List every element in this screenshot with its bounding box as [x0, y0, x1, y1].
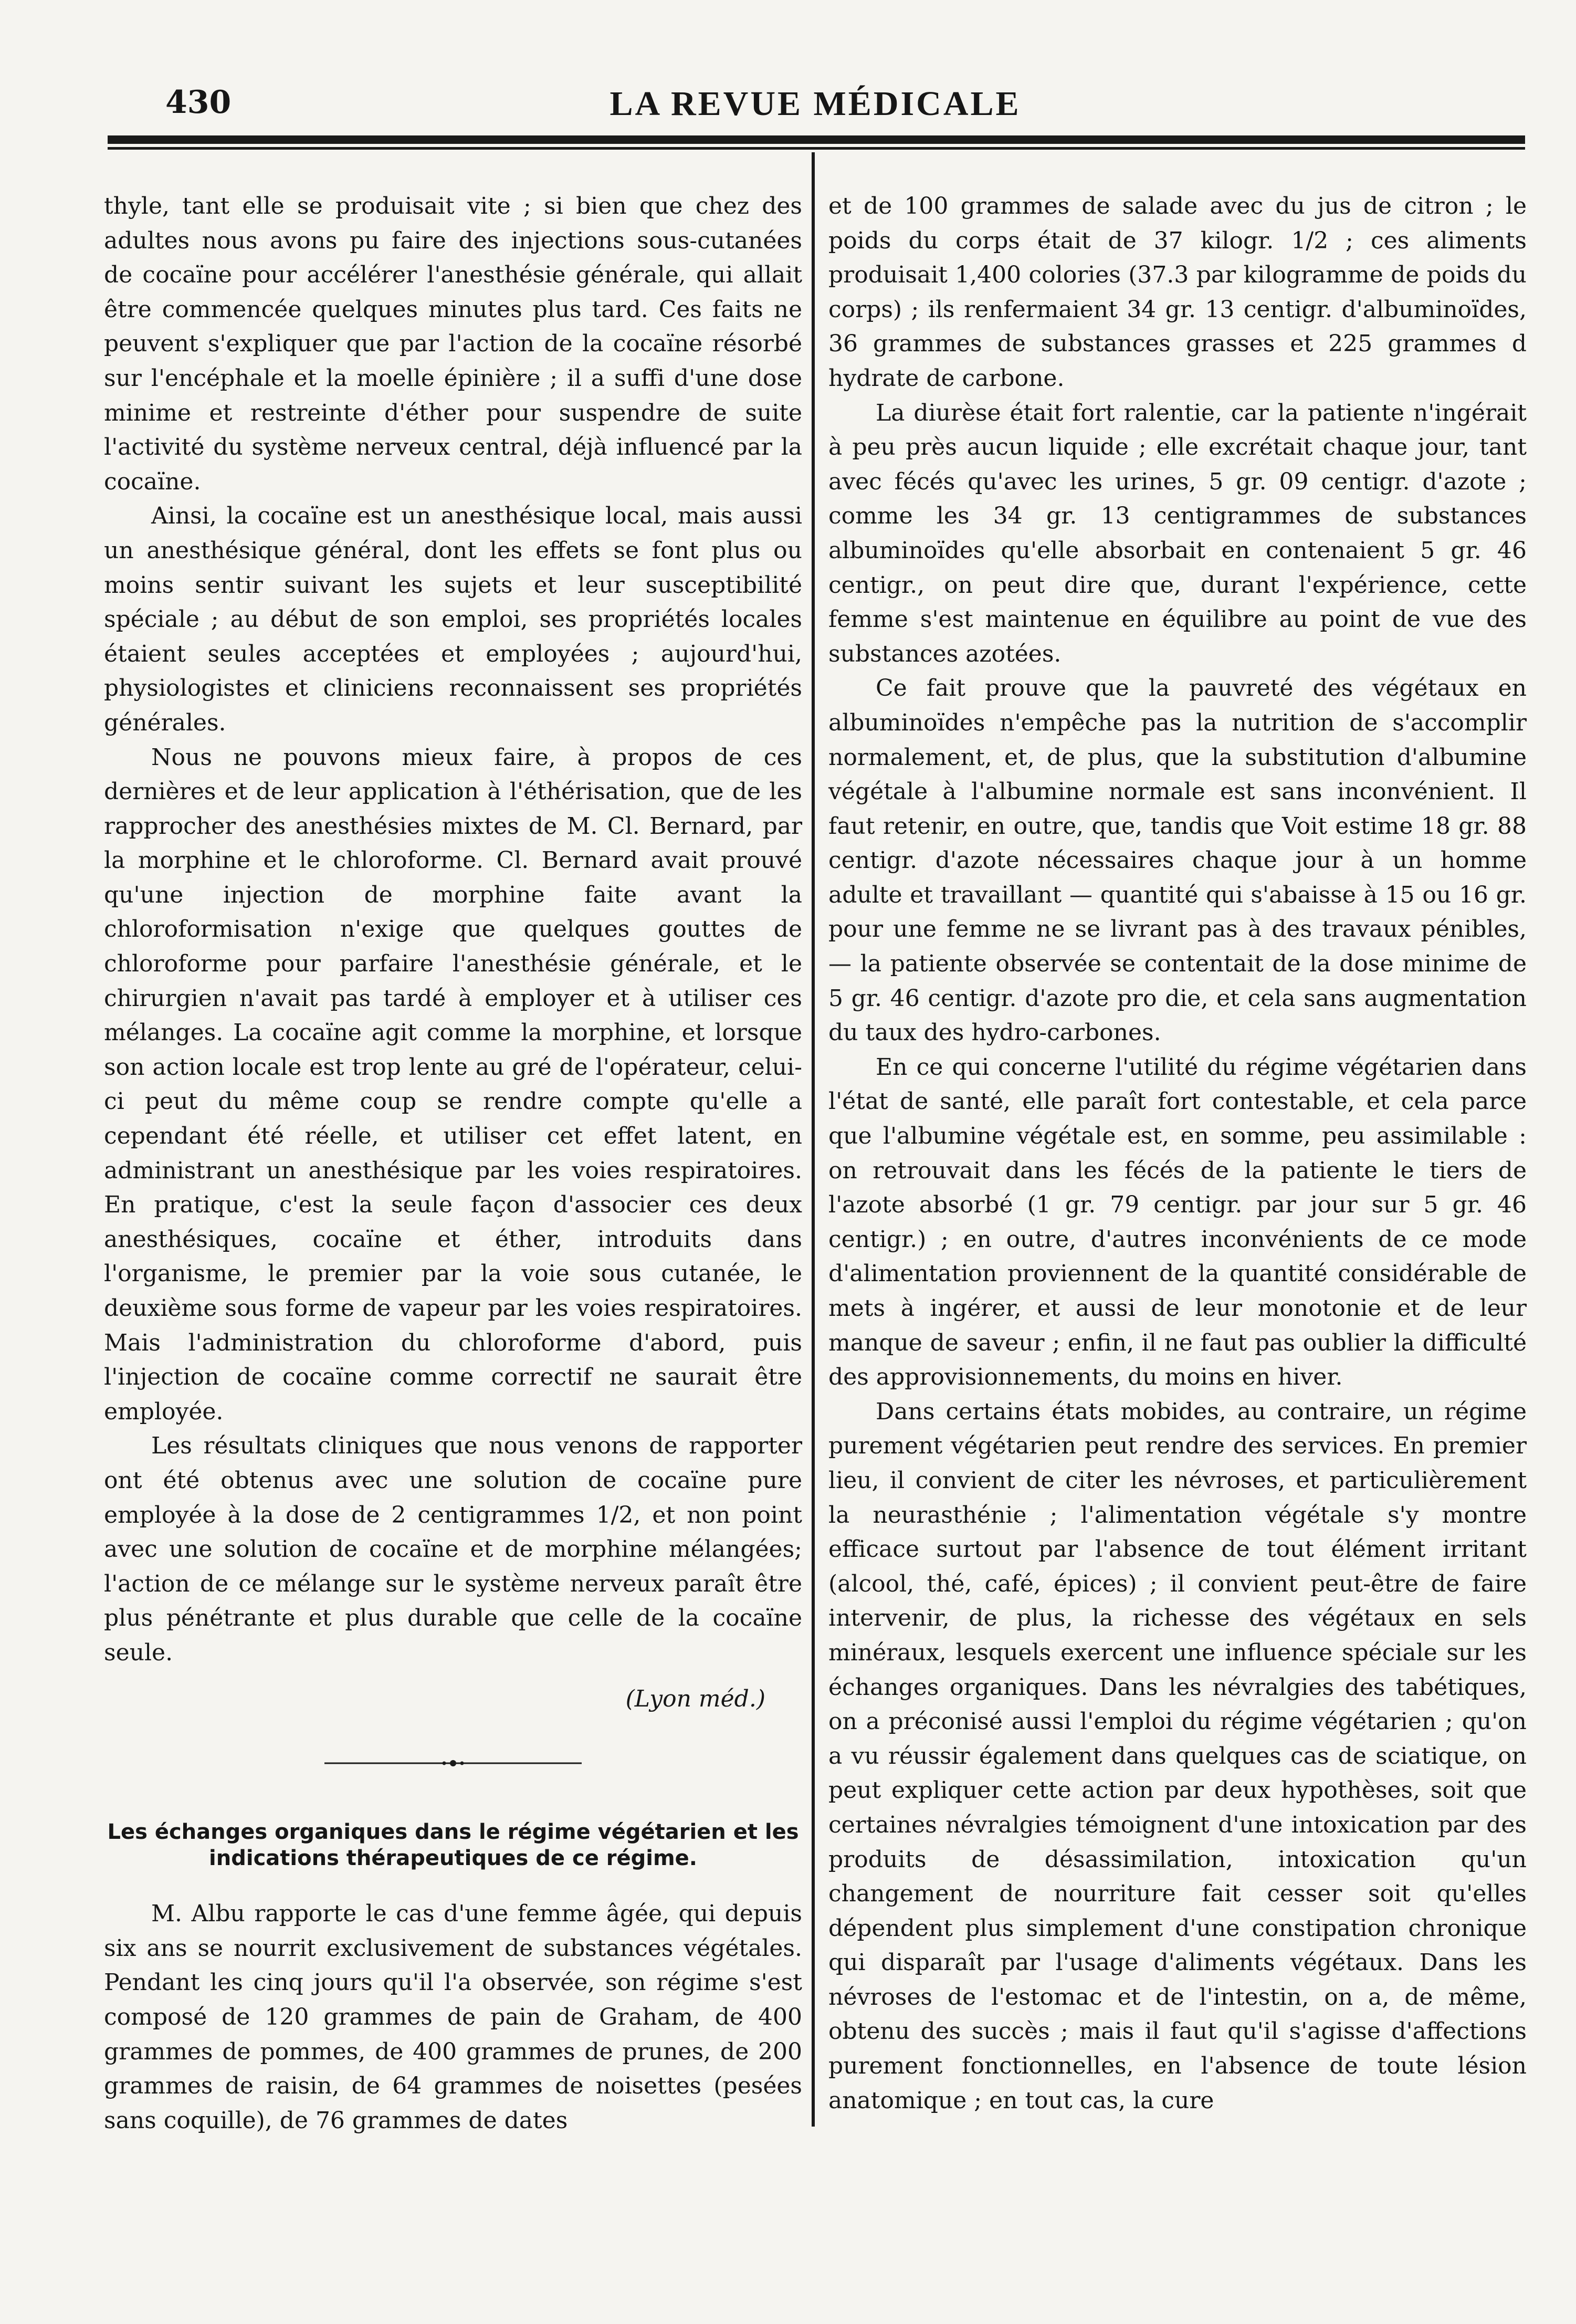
- paragraph: et de 100 grammes de salade avec du jus de citron ; le poids du corps était de 37 kilogr. 1/2 ; ces aliments produisait 1,400 colories (37.3 par kilogramme de poids du corps) ; ils renfermaient 34 gr. 13 centigr. d'albuminoïdes, 36 grammes de substances grasses et 225 grammes d hydrate de carbone.: [828, 193, 1527, 392]
- paragraph: Dans certains états mobides, au contraire, un régime purement végétarien peut rendre des services. En premier lieu, il convient de citer les névroses, et particulièrement la neurasthénie ; l'alimentation végétale s'y montre efficace surtout par l'absence de tout élément irritant (alcool, thé, café, épices) ; il convient peut-être de faire intervenir, de plus, la richesse des végétaux en sels minéraux, lesquels exercent une influence spéciale sur les échanges organiques. Dans les névralgies des tabétiques, on a préconisé aussi l'emploi du régime végétarien ; qu'on a vu réussir également dans quelques cas de sciatique, on peut expliquer cette action par deux hypothèses, soit que certaines névralgies témoignent d'une intoxication par des produits de désassimilation, intoxication qu'un changement de nourriture fait cesser soit qu'elles dépendent plus simplement d'une constipation chronique qui disparaît par l'usage d'aliments végétaux. Dans les névroses de l'estomac et de l'intestin, on a, de même, obtenu des succès ; mais il faut qu'il s'agisse d'affections purement fonctionnelles, en l'absence de toute lésion anatomique ; en tout cas, la cure: [828, 1398, 1527, 2114]
- paragraph: M. Albu rapporte le cas d'une femme âgée, qui depuis six ans se nourrit exclusivement de substances végétales. Pendant les cinq jours qu'il l'a observée, son régime s'est composé de 120 grammes de pain de Graham, de 400 grammes de pommes, de 400 grammes de prunes, de 200 grammes de raisin, de 64 grammes de noisettes (pesées sans coquille), de 76 grammes de dates: [104, 1900, 802, 2134]
- right-column: [828, 189, 1527, 2118]
- section-divider-ornament: [324, 1758, 582, 1768]
- header-rule-thick: [108, 135, 1525, 144]
- page-header: [105, 84, 1526, 142]
- paragraph: Les résultats cliniques que nous venons de rapporter ont été obtenus avec une solution de cocaïne pure employée à la dose de 2 centigrammes 1/2, et non point avec une solution de cocaïne et de morphine mélangées; l'action de ce mélange sur le système nerveux paraît être plus pénétrante et plus durable que celle de la cocaïne seule.: [104, 1432, 802, 1666]
- article-title: Les échanges organiques dans le régime végétarien et les indications thérapeutiques de ce régime.: [107, 1820, 799, 1871]
- paragraph: thyle, tant elle se produisait vite ; si bien que chez des adultes nous avons pu faire des injections sous-cutanées de cocaïne pour accélérer l'anesthésie générale, qui allait être commencée quelques minutes plus tard. Ces faits ne peuvent s'expliquer que par l'action de la cocaïne résorbé sur l'encéphale et la moelle épinière ; il a suffi d'une dose minime et restreinte d'éther pour suspendre de suite l'activité du système nerveux central, déjà influencé par la cocaïne.: [104, 193, 802, 495]
- left-column: [104, 189, 802, 2138]
- header-rule-thin: [108, 147, 1525, 150]
- source-citation: (Lyon méd.): [625, 1685, 765, 1712]
- column-separator: [812, 152, 815, 2127]
- page-number: 430: [165, 84, 232, 121]
- paragraph: La diurèse était fort ralentie, car la patiente n'ingérait à peu près aucun liquide ; elle excrétait chaque jour, tant avec fécés qu'avec les urines, 5 gr. 09 centigr. d'azote ; comme les 34 gr. 13 centigrammes de substances albuminoïdes qu'elle absorbait en contenaient 5 gr. 46 centigr., on peut dire que, durant l'expérience, cette femme s'est maintenue en équilibre au point de vue des substances azotées.: [828, 399, 1527, 667]
- paragraph: En ce qui concerne l'utilité du régime végétarien dans l'état de santé, elle paraît fort contestable, et cela parce que l'albumine végétale est, en somme, peu assimilable : on retrouvait dans les fécés de la patiente le tiers de l'azote absorbé (1 gr. 79 centigr. par jour sur 5 gr. 46 centigr.) ; en outre, d'autres inconvénients de ce mode d'alimentation proviennent de la quantité considérable de mets à ingérer, et aussi de leur monotonie et de leur manque de saveur ; enfin, il ne faut pas oublier la difficulté des approvisionnements, du moins en hiver.: [828, 1053, 1527, 1391]
- journal-title: LA REVUE MÉDICALE: [610, 85, 1021, 123]
- paragraph: Ainsi, la cocaïne est un anesthésique local, mais aussi un anesthésique général, dont les effets se font plus ou moins sentir suivant les sujets et leur susceptibilité spéciale ; au début de son emploi, ses propriétés locales étaient seules acceptées et employées ; aujourd'hui, physiologistes et cliniciens reconnaissent ses propriétés générales.: [104, 503, 802, 736]
- paragraph: Nous ne pouvons mieux faire, à propos de ces dernières et de leur application à l'éthérisation, que de les rapprocher des anesthésies mixtes de M. Cl. Bernard, par la morphine et le chloroforme. Cl. Bernard avait prouvé qu'une injection de morphine faite avant la chloroformisation n'exige que quelques gouttes de chloroforme pour parfaire l'anesthésie générale, et le chirurgien n'avait pas tardé à employer et à utiliser ces mélanges. La cocaïne agit comme la morphine, et lorsque son action locale est trop lente au gré de l'opérateur, celui-ci peut du même coup se rendre compte qu'elle a cependant été réelle, et utiliser cet effet latent, en administrant un anesthésique par les voies respiratoires. En pratique, c'est la seule façon d'associer ces deux anesthésiques, cocaïne et éther, introduits dans l'organisme, le premier par la voie sous cutanée, le deuxième sous forme de vapeur par les voies respiratoires. Mais l'administration du chloroforme d'abord, puis l'injection de cocaïne comme correctif ne saurait être employée.: [104, 744, 802, 1425]
- paragraph: Ce fait prouve que la pauvreté des végétaux en albuminoïdes n'empêche pas la nutrition de s'accomplir normalement, et, de plus, que la substitution d'albumine végétale à l'albumine normale est sans inconvénient. Il faut retenir, en outre, que, tandis que Voit estime 18 gr. 88 centigr. d'azote nécessaires chaque jour à un homme adulte et travaillant — quantité qui s'abaisse à 15 ou 16 gr. pour une femme ne se livrant pas à des travaux pénibles, — la patiente observée se contentait de la dose minime de 5 gr. 46 centigr. d'azote pro die, et cela sans augmentation du taux des hydro-carbones.: [828, 675, 1527, 1046]
